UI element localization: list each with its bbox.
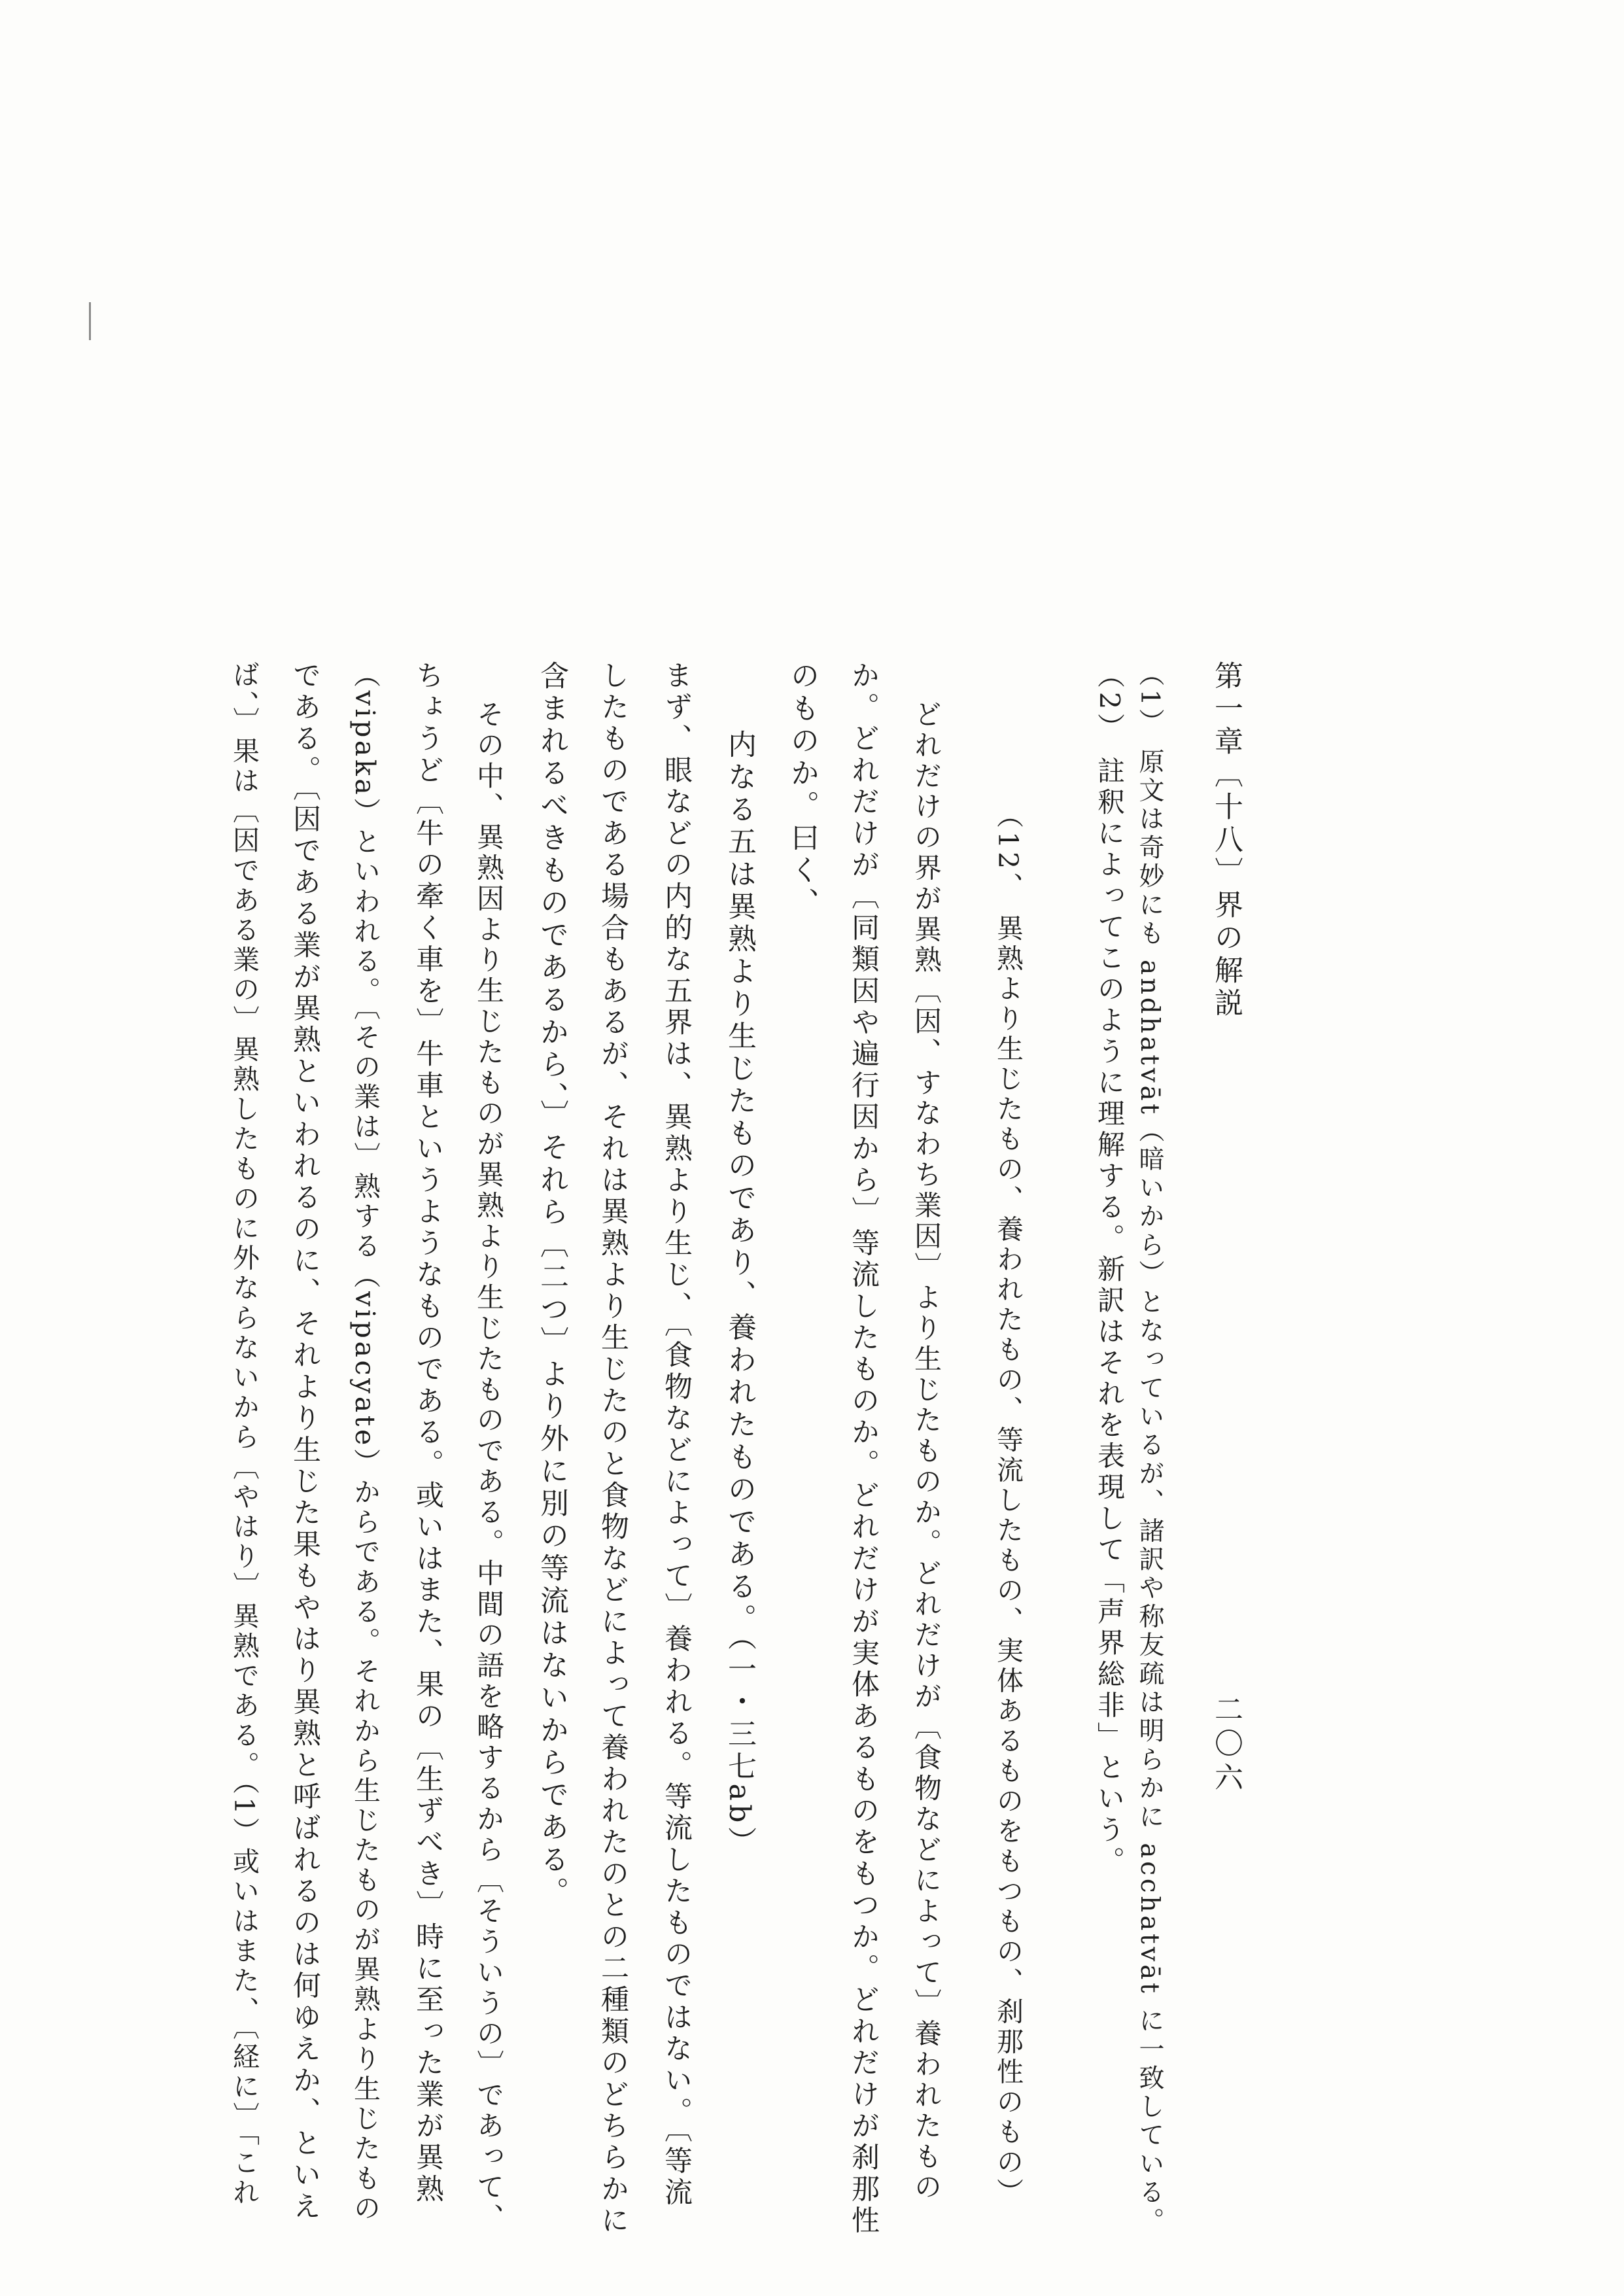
footnote-1: （1） 原文は奇妙にも andhatvāt（暗いから）となっているが、諸訳や称友疏は明らかに acchatvāt に一致している。 — [1135, 661, 1164, 2236]
verse-line: 内なる五は異熟より生じたものであり、養われたものである。（一・三七ab） — [723, 729, 756, 1859]
paragraph-line: のものか。曰く、 — [786, 661, 819, 920]
body-line: まず、眼などの内的な五界は、異熟より生じ、〔食物などによって〕養われる。等流したものではない。〔等流 — [660, 661, 693, 2209]
body-line: ば、〕果は〔因である業の〕異熟したものに外ならないから〔やはり〕異熟である。（1）或いはまた、〔経に〕「これ — [228, 661, 260, 2208]
footnote-2: （2） 註釈によってこのように理解する。新訳はそれを表現して「声界総非」という。 — [1094, 661, 1126, 1878]
body-line: 含まれるべきものであるから、〕それら〔二つ〕より外に別の等流はないからである。 — [535, 661, 568, 1909]
body-line: （vipaka）といわれる。〔その業は〕熟する（vipacyate）からである。それから生じたものが異熟より生じたもの — [349, 661, 381, 2224]
body-line: その中、異熟因より生じたものが異熟より生じたものである。中間の語を略するから〔そういうの〕であって、 — [473, 700, 505, 2234]
section-label: （12、 異熟より生じたもの、養われたもの、等流したもの、実体あるものをもつもの、刹那性のもの） — [992, 801, 1024, 2208]
page-number: 二〇六 — [1209, 1694, 1243, 1796]
body-line: ちょうど〔牛の牽く車を〕牛車というようなものである。或いはまた、果の〔生ずべき〕時に至った業が異熟 — [411, 661, 444, 2206]
body-line: である。〔因である業が異熟といわれるのに、それより生じた果もやはり異熟と呼ばれるのは何ゆえか、といえ — [288, 661, 321, 2223]
margin-mark — [89, 302, 91, 340]
body-line: したものである場合もあるが、それは異熟より生じたのと食物などによって養われたのとの二種類のどちらかに — [596, 661, 629, 2237]
paragraph-line: か。どれだけが〔同類因や遍行因から〕等流したものか。どれだけが実体あるものをもつか。どれだけが刹那性 — [847, 661, 880, 2237]
running-title: 第一章〔十八〕界の解説 — [1209, 661, 1243, 1020]
paragraph-line: どれだけの界が異熟〔因、すなわち業因〕より生じたものか。どれだけが〔食物などによって〕養われたもの — [910, 700, 942, 2204]
